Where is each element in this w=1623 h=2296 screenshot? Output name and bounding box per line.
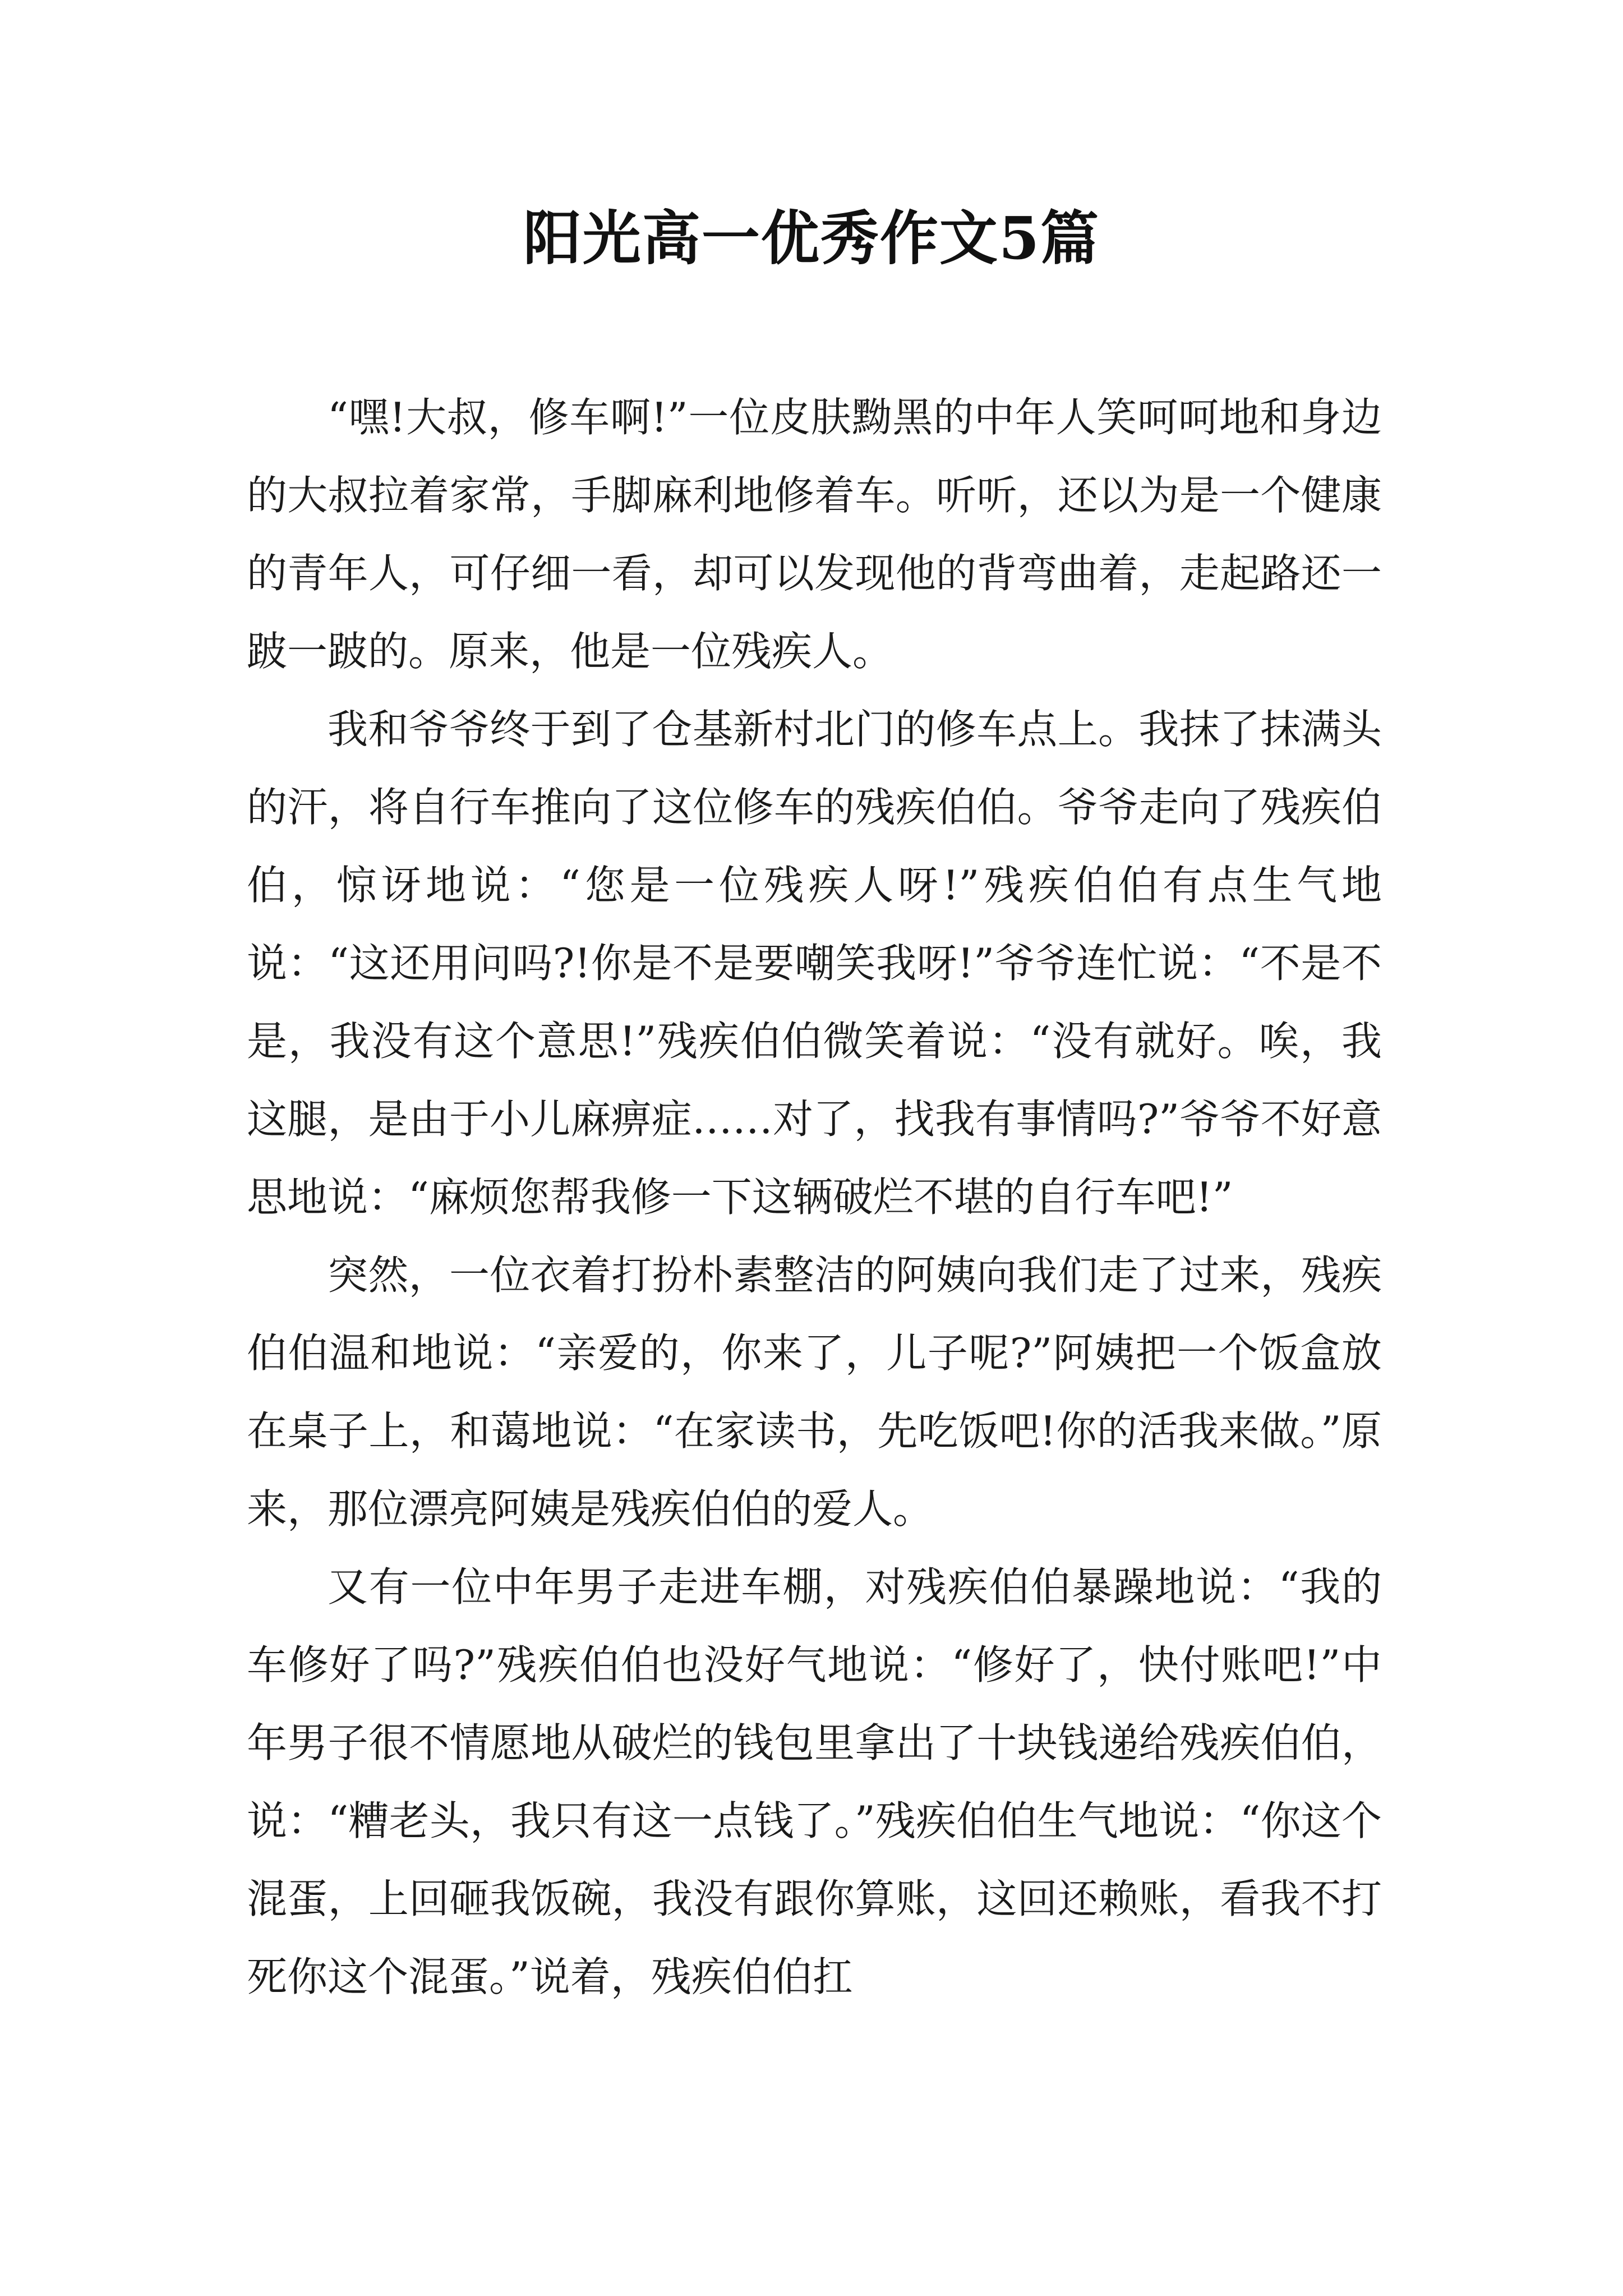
document-title: 阳光高一优秀作文5篇 — [523, 204, 1100, 273]
paragraph-3: 突然，一位衣着打扮朴素整洁的阿姨向我们走了过来，残疾伯伯温和地说：“亲爱的，你来了，儿子呢?”阿姨把一个饭盒放在桌子上，和蔼地说：“在家读书，先吃饭吧!你的活我来做。”原来，那位漂亮阿姨是残疾伯伯的爱人。 — [247, 1251, 1382, 1533]
paragraph-1: “嘿!大叔，修车啊!”一位皮肤黝黑的中年人笑呵呵地和身边的大叔拉着家常，手脚麻利地修着车。听听，还以为是一个健康的青年人，可仔细一看，却可以发现他的背弯曲着，走起路还一跛一跛的。原来，他是一位残疾人。 — [247, 394, 1382, 675]
paragraph-4: 又有一位中年男子走进车棚，对残疾伯伯暴躁地说：“我的车修好了吗?”残疾伯伯也没好气地说：“修好了，快付账吧!”中年男子很不情愿地从破烂的钱包里拿出了十块钱递给残疾伯伯，说：“糟老头，我只有这一点钱了。”残疾伯伯生气地说：“你这个混蛋，上回砸我饭碗，我没有跟你算账，这回还赖账，看我不打死你这个混蛋。”说着，残疾伯伯扛 — [247, 1563, 1382, 2000]
paragraph-2: 我和爷爷终于到了仓基新村北门的修车点上。我抹了抹满头的汗，将自行车推向了这位修车的残疾伯伯。爷爷走向了残疾伯伯，惊讶地说：“您是一位残疾人呀!”残疾伯伯有点生气地说：“这还用问吗?!你是不是要嘲笑我呀!”爷爷连忙说：“不是不是，我没有这个意思!”残疾伯伯微笑着说：“没有就好。唉，我这腿，是由于小儿麻痹症……对了，找我有事情吗?”爷爷不好意思地说：“麻烦您帮我修一下这辆破烂不堪的自行车吧!” — [247, 706, 1382, 1221]
document-body — [247, 379, 1382, 2016]
